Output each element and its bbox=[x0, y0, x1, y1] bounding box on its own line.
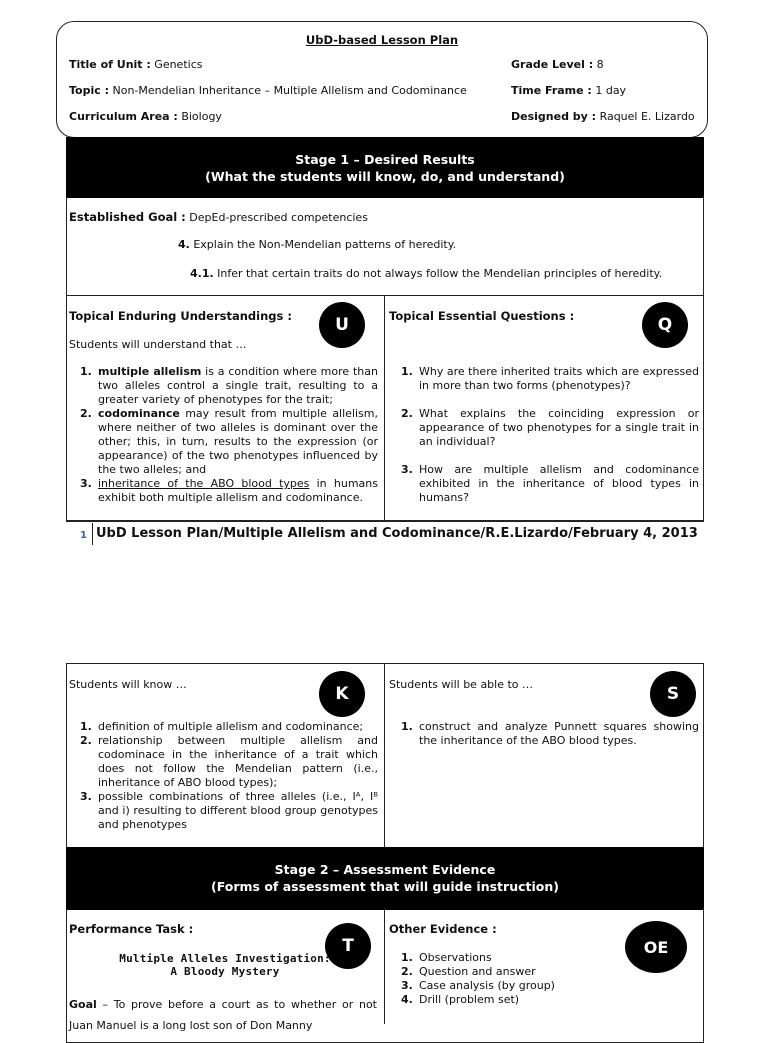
performance-goal-label: Goal bbox=[69, 998, 97, 1011]
list-item-number: 4. bbox=[401, 993, 413, 1006]
list-item bbox=[76, 477, 378, 505]
task-title-line1: Multiple Alleles Investigation: bbox=[119, 952, 331, 965]
topic-value: Non-Mendelian Inheritance – Multiple Allelism and Codominance bbox=[112, 84, 467, 97]
topic-label: Topic : bbox=[69, 84, 109, 97]
page-number: 1 bbox=[80, 530, 87, 541]
list-item-number: 3. bbox=[401, 979, 413, 992]
list-item bbox=[397, 720, 699, 748]
designer-label: Designed by : bbox=[511, 110, 597, 123]
area-label: Curriculum Area : bbox=[69, 110, 178, 123]
list-item-number: 1. bbox=[80, 720, 92, 733]
s-badge: S bbox=[650, 671, 696, 717]
list-item-term: inheritance of the ABO blood types bbox=[98, 477, 310, 490]
grade-row bbox=[511, 58, 604, 71]
designer-value: Raquel E. Lizardo bbox=[599, 110, 695, 123]
established-goal bbox=[69, 210, 368, 224]
time-label: Time Frame : bbox=[511, 84, 592, 97]
skills-list bbox=[397, 720, 699, 748]
performance-goal bbox=[69, 994, 377, 1036]
list-item-term: codominance bbox=[98, 407, 180, 420]
list-item-number: 1. bbox=[401, 951, 413, 964]
k-badge: K bbox=[319, 671, 365, 717]
time-value: 1 day bbox=[595, 84, 627, 97]
task-title-line2: A Bloody Mystery bbox=[170, 965, 280, 978]
grade-value: 8 bbox=[596, 58, 604, 71]
performance-label: Performance Task : bbox=[69, 922, 194, 936]
list-item bbox=[397, 463, 699, 505]
divider bbox=[66, 295, 704, 296]
q-badge: Q bbox=[642, 302, 688, 348]
list-item-text: in humans exhibit both multiple allelism and codominance. bbox=[98, 477, 378, 504]
stage2-band bbox=[66, 847, 704, 910]
list-item-number: 1. bbox=[401, 365, 413, 378]
list-item-text: Drill (problem set) bbox=[419, 993, 520, 1006]
other-evidence-label: Other Evidence : bbox=[389, 922, 497, 936]
designer-row bbox=[511, 110, 695, 123]
stage1-subtitle: (What the students will know, do, and understand) bbox=[205, 169, 565, 184]
list-item-text: What explains the coinciding expression or appearance of two phenotypes for a single trait in an individual? bbox=[419, 407, 699, 448]
list-item-number: 3. bbox=[80, 477, 92, 490]
stage2-title: Stage 2 – Assessment Evidence bbox=[274, 862, 496, 877]
area-value: Biology bbox=[181, 110, 222, 123]
oe-badge: OE bbox=[625, 921, 687, 973]
area-row bbox=[69, 110, 222, 123]
t-badge: T bbox=[325, 923, 371, 969]
list-item-number: 2. bbox=[80, 734, 92, 747]
list-item-text: How are multiple allelism and codominance exhibited in the inheritance of blood types in humans? bbox=[419, 463, 699, 504]
unit-value: Genetics bbox=[154, 58, 203, 71]
goal-value: DepEd-prescribed competencies bbox=[189, 211, 368, 224]
list-item-text: may result from multiple allelism, where neither of two alleles is dominant over the other; this, in turn, results to the expression (or appearance) of the two phenotypes influenced by the two alleles; and bbox=[98, 407, 378, 476]
list-item-number: 2. bbox=[80, 407, 92, 420]
topic-row bbox=[69, 84, 467, 97]
list-item-number: 3. bbox=[80, 790, 92, 803]
list-item bbox=[76, 734, 378, 790]
list-item-text: Why are there inherited traits which are expressed in more than two forms (phenotypes)? bbox=[419, 365, 699, 392]
goal-label: Established Goal : bbox=[69, 210, 186, 224]
understandings-label: Topical Enduring Understandings : bbox=[69, 309, 292, 323]
time-row bbox=[511, 84, 626, 97]
list-item bbox=[76, 720, 378, 734]
understandings-list bbox=[76, 365, 378, 505]
list-item-number: 3. bbox=[401, 463, 413, 476]
questions-label: Topical Essential Questions : bbox=[389, 309, 575, 323]
list-item bbox=[397, 407, 699, 449]
list-item-number: 2. bbox=[401, 965, 413, 978]
performance-goal-text: – To prove before a court as to whether or not Juan Manuel is a long lost son of Don Manny bbox=[69, 998, 377, 1032]
other-evidence-list bbox=[397, 951, 617, 1007]
list-item-text: Question and answer bbox=[419, 965, 536, 978]
column-divider bbox=[384, 663, 385, 847]
goal-4 bbox=[178, 238, 456, 251]
goal-41 bbox=[190, 267, 662, 280]
skills-intro: Students will be able to … bbox=[389, 678, 534, 691]
goal-41-text: Infer that certain traits do not always follow the Mendelian principles of heredity. bbox=[217, 267, 663, 280]
unit-label: Title of Unit : bbox=[69, 58, 151, 71]
list-item-term: multiple allelism bbox=[98, 365, 202, 378]
understandings-intro: Students will understand that … bbox=[69, 338, 247, 351]
list-item-text: Observations bbox=[419, 951, 492, 964]
goal-4-number: 4. bbox=[178, 238, 190, 251]
stage2-subtitle: (Forms of assessment that will guide instruction) bbox=[211, 879, 559, 894]
knowledge-list bbox=[76, 720, 378, 832]
goal-41-number: 4.1. bbox=[190, 267, 214, 280]
column-divider bbox=[384, 910, 385, 1024]
footer-separator bbox=[92, 523, 93, 545]
lesson-plan-header bbox=[56, 21, 708, 138]
list-item bbox=[397, 951, 617, 965]
grade-label: Grade Level : bbox=[511, 58, 594, 71]
list-item-text: relationship between multiple allelism and codominace in the inheritance of a trait which does not follow the Mendelian pattern (i.e., inheritance of ABO blood types); bbox=[98, 734, 378, 789]
list-item bbox=[76, 365, 378, 407]
stage1-band bbox=[66, 137, 704, 198]
list-item-number: 1. bbox=[401, 720, 413, 733]
list-item-number: 1. bbox=[80, 365, 92, 378]
lesson-plan-title: UbD-based Lesson Plan bbox=[305, 33, 459, 47]
stage1-title: Stage 1 – Desired Results bbox=[295, 152, 475, 167]
list-item bbox=[397, 993, 617, 1007]
list-item bbox=[397, 979, 617, 993]
column-divider bbox=[384, 295, 385, 521]
knowledge-intro: Students will know … bbox=[69, 678, 187, 691]
footer-text: UbD Lesson Plan/Multiple Allelism and Codominance/R.E.Lizardo/February 4, 2013 bbox=[96, 526, 698, 541]
list-item-text: definition of multiple allelism and codominance; bbox=[98, 720, 364, 733]
goal-4-text: Explain the Non-Mendelian patterns of heredity. bbox=[193, 238, 457, 251]
unit-row bbox=[69, 58, 202, 71]
list-item-text: possible combinations of three alleles (i.e., Iᴬ, Iᴮ and i) resulting to different blood group genotypes and phenotypes bbox=[98, 790, 378, 831]
u-badge: U bbox=[319, 302, 365, 348]
list-item-text: construct and analyze Punnett squares showing the inheritance of the ABO blood types. bbox=[419, 720, 699, 747]
list-item-text: is a condition where more than two alleles control a single trait, resulting to a greater variety of phenotypes for the trait; bbox=[98, 365, 378, 406]
footer-rule bbox=[66, 521, 704, 522]
list-item bbox=[397, 365, 699, 393]
list-item-text: Case analysis (by group) bbox=[419, 979, 555, 992]
list-item bbox=[76, 407, 378, 477]
list-item bbox=[76, 790, 378, 832]
list-item-number: 2. bbox=[401, 407, 413, 420]
list-item bbox=[397, 965, 617, 979]
questions-list bbox=[397, 365, 699, 505]
